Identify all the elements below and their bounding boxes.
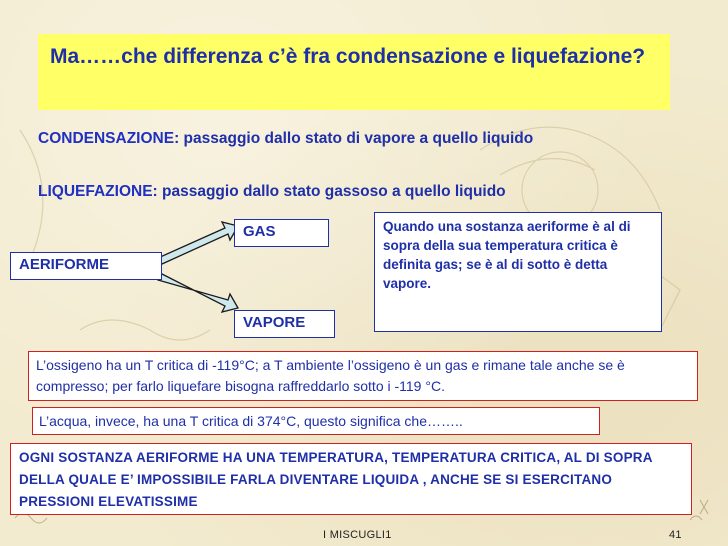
page-number: 41 xyxy=(669,529,682,541)
condensazione-text: : passaggio dallo stato di vapore a quello liquido xyxy=(174,130,534,147)
condensazione-keyword: CONDENSAZIONE xyxy=(38,130,175,147)
liquefazione-text: : passaggio dallo stato gassoso a quello liquido xyxy=(152,183,506,200)
arrow-to-gas xyxy=(158,222,238,264)
arrow-to-vapore xyxy=(158,274,238,312)
gas-box: GAS xyxy=(234,219,329,247)
gas-vapore-note: Quando una sostanza aeriforme è al di sopra della sua temperatura critica è definita gas; se è al di sotto è detta vapore. xyxy=(374,212,662,332)
liquefazione-keyword: LIQUEFAZIONE xyxy=(38,183,153,200)
aeriforme-box: AERIFORME xyxy=(10,252,162,280)
vapore-box: VAPORE xyxy=(234,310,335,338)
slide-title: Ma……che differenza c’è fra condensazione e liquefazione? xyxy=(38,34,670,110)
conclusion-box: OGNI SOSTANZA AERIFORME HA UNA TEMPERATURA, TEMPERATURA CRITICA, AL DI SOPRA DELLA QUALE E’ IMPOSSIBILE FARLA DIVENTARE LIQUIDA , ANCHE SE SI ESERCITANO PRESSIONI ELEVATISSIME xyxy=(10,443,692,515)
oxygen-note: L’ossigeno ha un T critica di -119°C; a T ambiente l’ossigeno è un gas e rimane tale anche se è compresso; per farlo liquefare bisogna raffreddarlo sotto i -119 °C. xyxy=(28,351,698,401)
footer-label: I MISCUGLI1 xyxy=(323,529,392,541)
water-note: L’acqua, invece, ha una T critica di 374°C, questo significa che…….. xyxy=(32,407,600,435)
